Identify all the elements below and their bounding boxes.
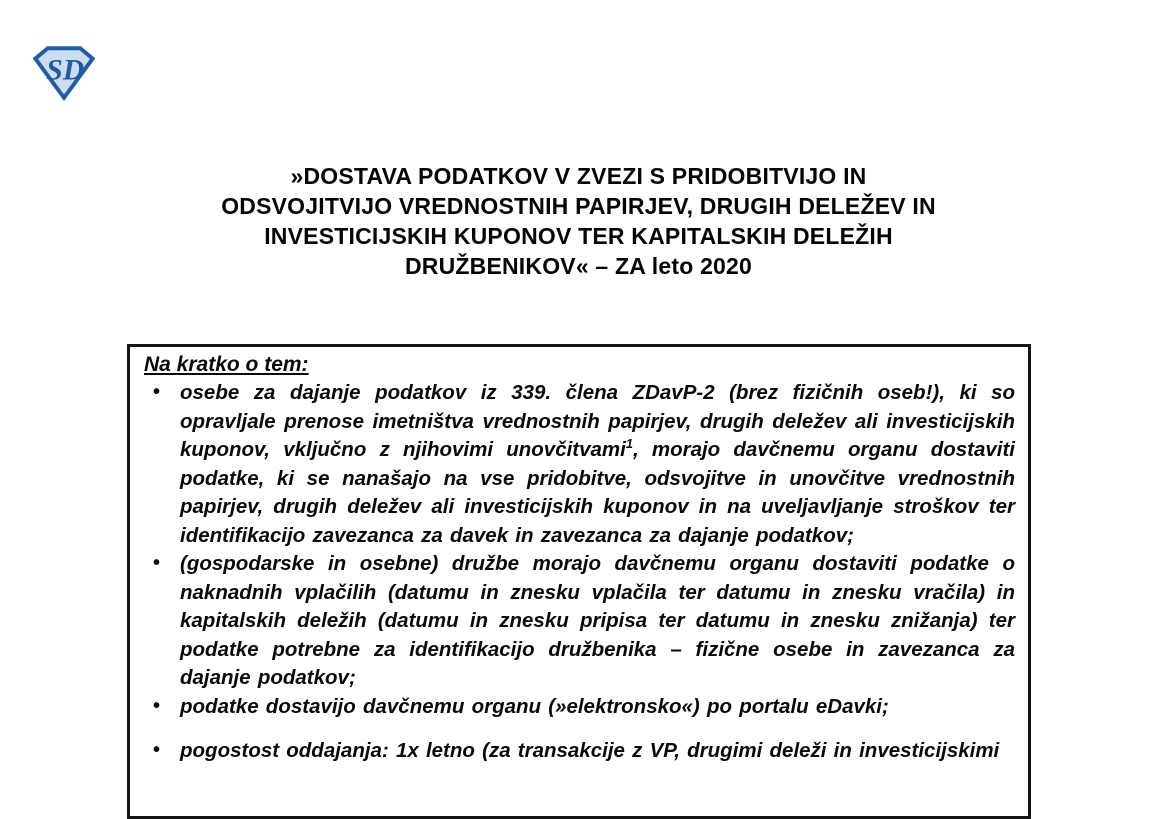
bullet-text: pogostost oddajanja: 1x letno (za transakcije z VP, drugimi deleži in investicijskimi <box>180 739 1000 762</box>
bullet-item <box>144 379 1015 550</box>
title-line: »DOSTAVA PODATKOV V ZVEZI S PRIDOBITVIJO IN <box>290 163 867 189</box>
summary-heading: Na kratko o tem: <box>144 353 309 376</box>
title-line: INVESTICIJSKIH KUPONOV TER KAPITALSKIH DELEŽIH <box>264 223 893 249</box>
footnote-ref: 1 <box>625 436 633 452</box>
document-title <box>0 161 1157 281</box>
summary-box <box>127 344 1031 819</box>
title-line: ODSVOJITVIJO VREDNOSTNIH PAPIRJEV, DRUGIH DELEŽEV IN <box>221 193 936 219</box>
title-line: DRUŽBENIKOV« – ZA leto 2020 <box>404 253 753 279</box>
bullet-text: osebe za dajanje podatkov iz 339. člena ZDavP-2 (brez fizičnih oseb!), ki so opravljale prenose imetništva vrednostnih papirjev, drugih deležev ali investicijskih kuponov, vključno z njihovimi unovčitvami <box>180 381 1015 461</box>
sd-logo <box>31 45 97 101</box>
bullet-marker-icon: • <box>153 694 161 717</box>
bullet-text: , morajo davčnemu organu dostaviti podatke, ki se nanašajo na vse pridobitve, odsvojitve in unovčitve vrednostnih papirjev, drugih deležev ali investicijskih kuponov in na uveljavljanje stroškov ter identifikacijo zavezanca za davek in zavezanca za dajanje podatkov; <box>180 438 1016 547</box>
bullet-item <box>144 737 1015 766</box>
bullet-item <box>144 693 1015 722</box>
bullet-text: (gospodarske in osebne) družbe morajo davčnemu organu dostaviti podatke o naknadnih vplačilih (datumu in znesku vplačila ter datumu in znesku vračila) in kapitalskih deležih (datumu in znesku pripisa ter datumu in znesku znižanja) ter podatke potrebne za identifikacijo družbenika – fizične osebe in zavezanca za dajanje podatkov; <box>180 552 1015 689</box>
bullet-marker-icon: • <box>153 552 161 574</box>
sd-shield-icon <box>31 45 97 101</box>
logo-letters: SD <box>46 53 85 87</box>
bullet-marker-icon: • <box>153 381 161 403</box>
bullet-marker-icon: • <box>153 739 161 761</box>
bullet-item <box>144 550 1015 693</box>
bullet-text: podatke dostavijo davčnemu organu (»elektronsko«) po portalu eDavki; <box>180 694 889 718</box>
